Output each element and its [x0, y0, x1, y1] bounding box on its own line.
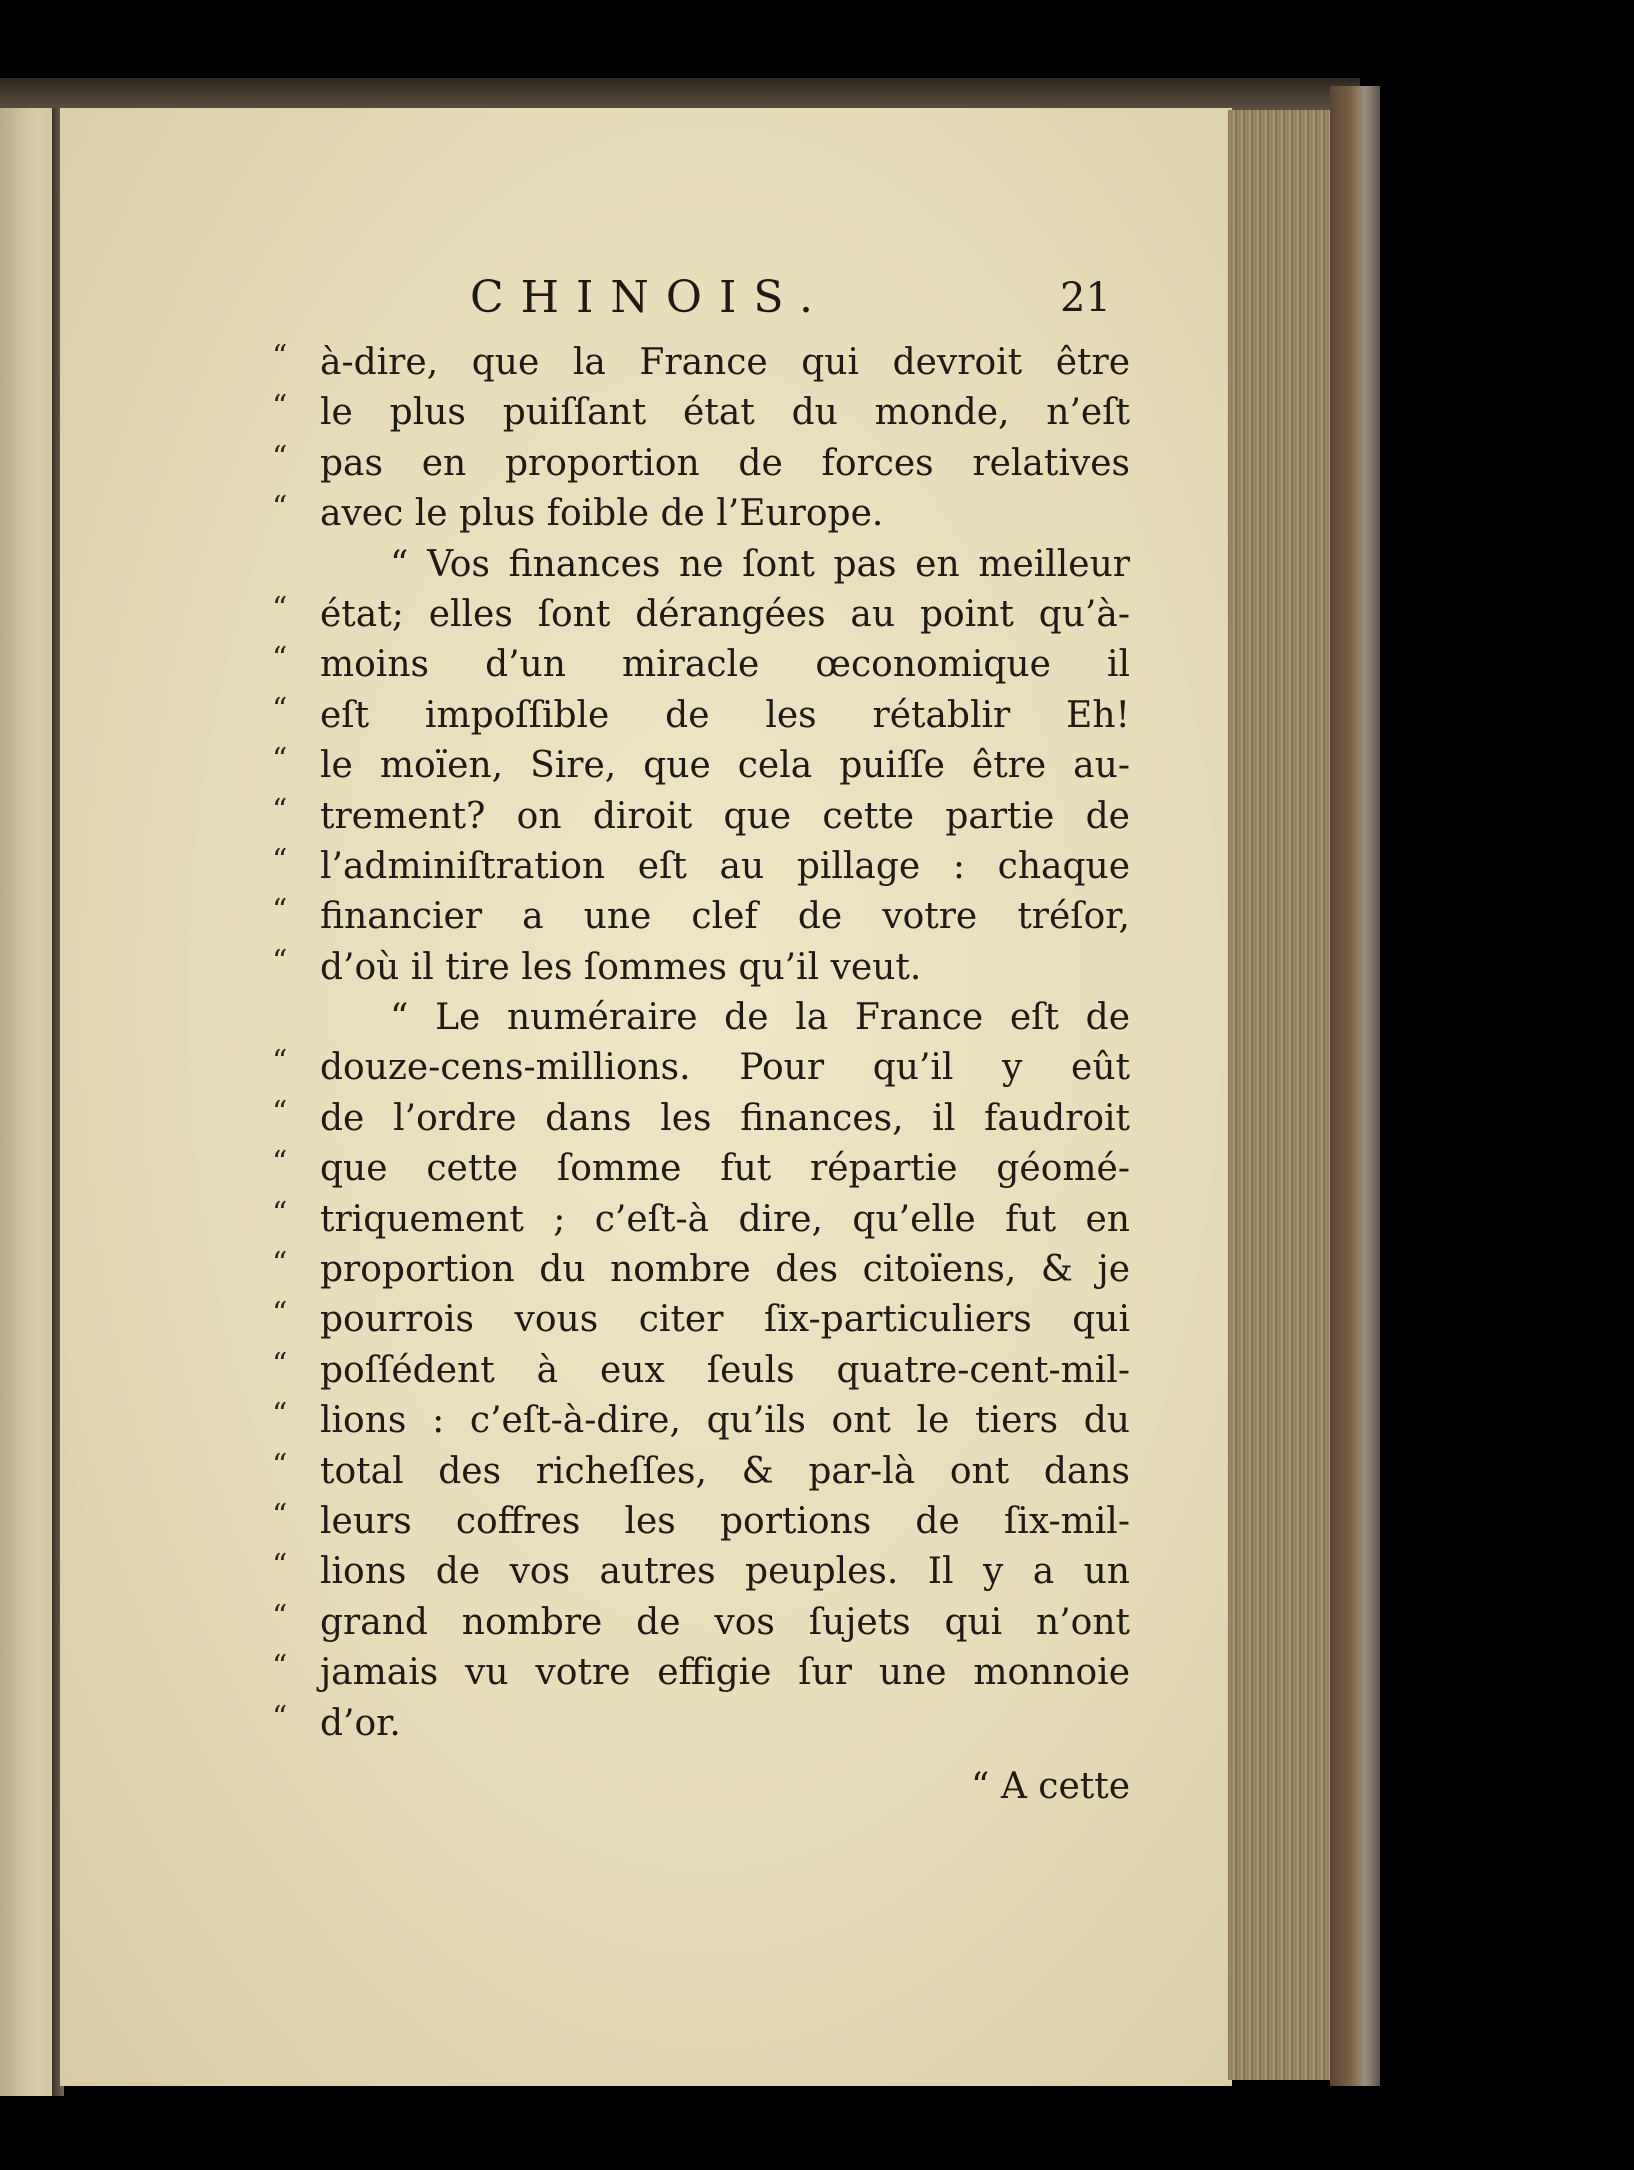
- marginal-quote-mark: “: [272, 742, 288, 778]
- line-text: poſſédent à eux ſeuls quatre-cent-mil-: [320, 1349, 1130, 1391]
- text-line: [230, 792, 1130, 842]
- marginal-quote-mark: “: [272, 1649, 288, 1685]
- text-line: [230, 1447, 1130, 1497]
- marginal-quote-mark: “: [272, 1346, 288, 1382]
- text-line: [230, 1245, 1130, 1295]
- line-text: grand nombre de vos ſujets qui n’ont: [320, 1601, 1130, 1643]
- marginal-quote-mark: “: [272, 590, 288, 626]
- page-number: 21: [1060, 275, 1111, 321]
- page-fore-edge: [1228, 110, 1338, 2080]
- line-text: douze-cens-millions. Pour qu’il y eût: [320, 1047, 1130, 1089]
- text-line: [230, 1094, 1130, 1144]
- line-text: avec le plus foible de l’Europe.: [320, 493, 884, 535]
- marginal-quote-mark: “: [272, 1497, 288, 1533]
- line-text: financier a une clef de votre tréſor,: [320, 896, 1130, 938]
- catchword: “ A cette: [971, 1765, 1130, 1807]
- text-line: [230, 1699, 1130, 1749]
- text-line: [230, 691, 1130, 741]
- line-text: triquement ; c’eſt-à dire, qu’elle fut en: [320, 1198, 1130, 1240]
- text-line: [230, 1295, 1130, 1345]
- text-line: [230, 1648, 1130, 1698]
- text-line: [230, 1144, 1130, 1194]
- text-block: [230, 268, 1130, 1817]
- marginal-quote-mark: “: [272, 1094, 288, 1130]
- text-line: [230, 943, 1130, 993]
- body-text: [230, 338, 1130, 1749]
- line-text: de l’ordre dans les finances, il faudroit: [320, 1097, 1130, 1139]
- line-text: pas en proportion de forces relatives: [320, 442, 1130, 484]
- line-text: lions : c’eſt-à-dire, qu’ils ont le tiers du: [320, 1400, 1130, 1442]
- text-line: [230, 892, 1130, 942]
- marginal-quote-mark: “: [272, 943, 288, 979]
- marginal-quote-mark: “: [272, 339, 288, 374]
- marginal-quote-mark: “: [272, 1044, 288, 1080]
- text-line: [230, 439, 1130, 489]
- line-text: leurs coffres les portions de ſix-mil-: [320, 1500, 1130, 1542]
- running-head: CHINOIS.: [470, 272, 830, 323]
- line-text: “ Le numéraire de la France eſt de: [390, 997, 1130, 1039]
- line-text: lions de vos autres peuples. Il y a un: [320, 1551, 1130, 1593]
- marginal-quote-mark: “: [272, 1699, 288, 1735]
- marginal-quote-mark: “: [272, 1598, 288, 1634]
- text-line: [230, 1396, 1130, 1446]
- catchword-row: [230, 1757, 1130, 1817]
- marginal-quote-mark: “: [272, 893, 288, 929]
- marginal-quote-mark: “: [272, 439, 288, 475]
- marginal-quote-mark: “: [272, 842, 288, 878]
- line-text: pourrois vous citer ſix-particuliers qui: [320, 1299, 1130, 1341]
- text-line: [230, 1195, 1130, 1245]
- text-line: [230, 1043, 1130, 1093]
- marginal-quote-mark: “: [272, 1447, 288, 1483]
- facing-page-edge: [0, 108, 60, 2096]
- text-line: [230, 1497, 1130, 1547]
- marginal-quote-mark: “: [272, 389, 288, 425]
- text-line: [230, 741, 1130, 791]
- line-text: d’où il tire les ſommes qu’il veut.: [320, 946, 922, 988]
- marginal-quote-mark: “: [272, 691, 288, 727]
- line-text: proportion du nombre des citoïens, & je: [320, 1249, 1130, 1291]
- line-text: d’or.: [320, 1702, 401, 1744]
- marginal-quote-mark: “: [272, 1548, 288, 1584]
- line-text: moins d’un miracle œconomique il: [320, 644, 1130, 686]
- cover-board: [1330, 86, 1380, 2086]
- text-line: [230, 640, 1130, 690]
- text-line: [230, 842, 1130, 892]
- line-text: le moïen, Sire, que cela puiſſe être au-: [320, 745, 1130, 787]
- marginal-quote-mark: “: [272, 792, 288, 828]
- text-line: [230, 489, 1130, 539]
- line-text: total des richeſſes, & par-là ont dans: [320, 1450, 1130, 1492]
- marginal-quote-mark: “: [272, 1397, 288, 1433]
- page-header: [230, 268, 1130, 338]
- line-text: à-dire, que la France qui devroit être: [320, 342, 1130, 383]
- text-line: [230, 540, 1130, 590]
- line-text: jamais vu votre effigie ſur une monnoie: [320, 1652, 1130, 1694]
- line-text: “ Vos finances ne ſont pas en meilleur: [390, 543, 1130, 585]
- text-line: [230, 1598, 1130, 1648]
- line-text: que cette ſomme fut répartie géomé-: [320, 1148, 1130, 1190]
- marginal-quote-mark: “: [272, 1145, 288, 1181]
- line-text: trement? on diroit que cette partie de: [320, 795, 1130, 837]
- line-text: état; elles ſont dérangées au point qu’à-: [320, 593, 1130, 635]
- line-text: l’adminiſtration eſt au pillage : chaque: [320, 845, 1130, 887]
- marginal-quote-mark: “: [272, 1246, 288, 1282]
- text-line: [230, 338, 1130, 388]
- marginal-quote-mark: “: [272, 1296, 288, 1332]
- text-line: [230, 1346, 1130, 1396]
- text-line: [230, 1547, 1130, 1597]
- text-line: [230, 388, 1130, 438]
- text-line: [230, 590, 1130, 640]
- line-text: eſt impoſſible de les rétablir Eh!: [320, 694, 1130, 736]
- marginal-quote-mark: “: [272, 490, 288, 526]
- line-text: le plus puiſſant état du monde, n’eſt: [320, 392, 1130, 434]
- text-line: [230, 993, 1130, 1043]
- marginal-quote-mark: “: [272, 641, 288, 677]
- marginal-quote-mark: “: [272, 1195, 288, 1231]
